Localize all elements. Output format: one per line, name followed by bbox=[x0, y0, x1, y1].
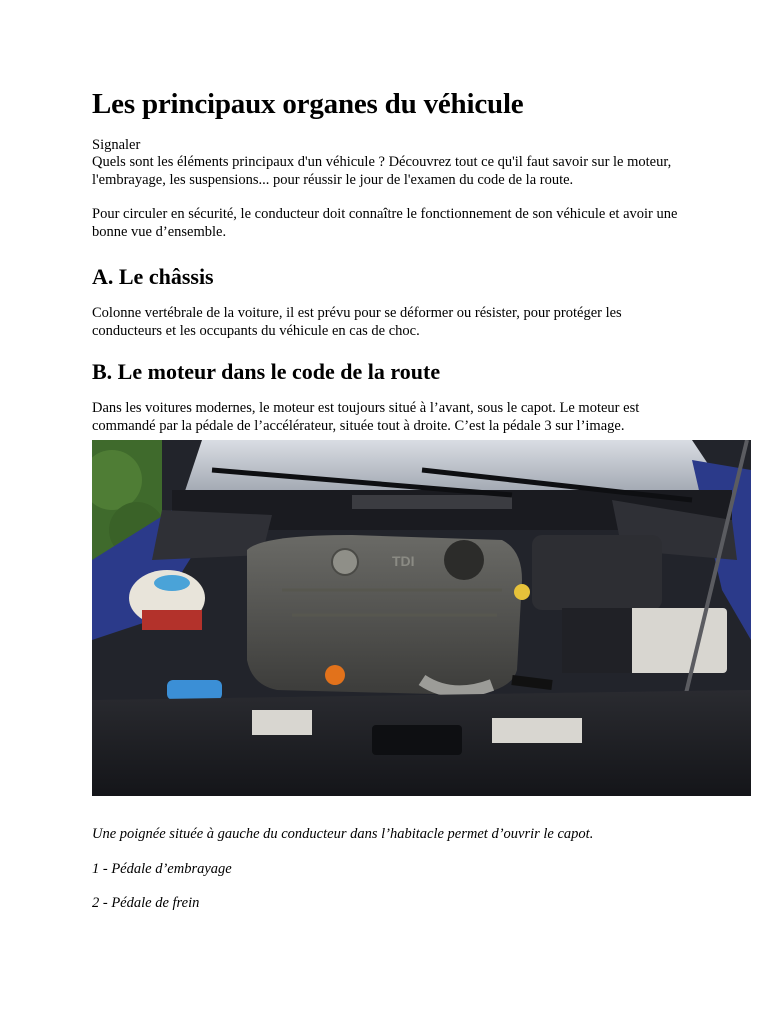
report-link[interactable]: Signaler bbox=[92, 137, 141, 153]
section-a-heading: A. Le châssis bbox=[92, 264, 214, 289]
page-title: Les principaux organes du véhicule bbox=[92, 88, 524, 120]
engine-badge: TDI bbox=[392, 553, 415, 569]
pedal-item: 1 - Pédale d’embrayage bbox=[92, 860, 232, 877]
intro-paragraph: Quels sont les éléments principaux d'un véhicule ? Découvrez tout ce qu'il faut savoir sur le moteur, l'embrayage, les suspensions... pour réussir le jour de l'examen du code de la route. bbox=[92, 154, 672, 188]
intro-paragraph-2: Pour circuler en sécurité, le conducteur doit connaître le fonctionnement de son véhicule et avoir une bonne vue d’ensemble. bbox=[92, 206, 678, 240]
pedal-item: 2 - Pédale de frein bbox=[92, 895, 200, 911]
section-b-text: Dans les voitures modernes, le moteur est toujours situé à l’avant, sous le capot. Le moteur est commandé par la pédale de l’accélérateur, située tout à droite. C’est la pédale 3 sur l’image. bbox=[92, 400, 640, 434]
engine-bay-photo bbox=[92, 440, 751, 796]
photo-caption: Une poignée située à gauche du conducteur dans l’habitacle permet d’ouvrir le capot. bbox=[92, 826, 594, 842]
caption-block bbox=[92, 826, 712, 913]
article bbox=[92, 86, 682, 435]
section-b-heading: B. Le moteur dans le code de la route bbox=[92, 359, 441, 384]
section-a-text: Colonne vertébrale de la voiture, il est prévu pour se déformer ou résister, pour protéger les conducteurs et les occupants du véhicule en cas de choc. bbox=[92, 305, 622, 339]
